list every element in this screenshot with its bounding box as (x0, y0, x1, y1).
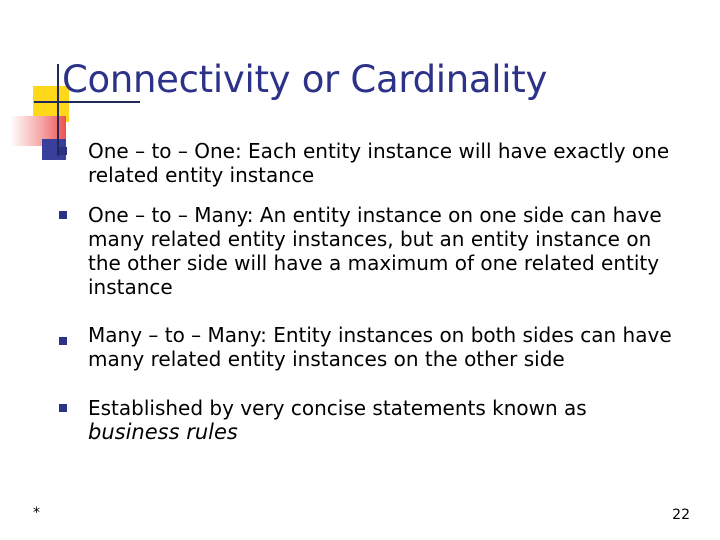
footer-asterisk: * (33, 505, 40, 521)
bullet-text: Established by very concise statements known as (88, 396, 587, 420)
bullet-item-one-to-one: One – to – One: Each entity instance will have exactly one related entity instance (88, 139, 670, 187)
bullet-item-one-to-many: One – to – Many: An entity instance on one side can have many related entity instances, but an entity instance on the other side will have a maximum of one related entity instance (88, 203, 662, 299)
square-bullet-icon (59, 404, 67, 412)
business-rules-term: business rules (88, 420, 238, 444)
square-bullet-icon (59, 211, 67, 219)
slide-title: Connectivity or Cardinality (62, 58, 548, 101)
page-number: 22 (672, 507, 690, 523)
square-bullet-icon (59, 337, 67, 345)
square-bullet-icon (59, 147, 67, 155)
bullet-item-business-rules (88, 396, 688, 444)
bullet-item-many-to-many: Many – to – Many: Entity instances on both sides can have many related entity instances on the other side (88, 323, 672, 371)
